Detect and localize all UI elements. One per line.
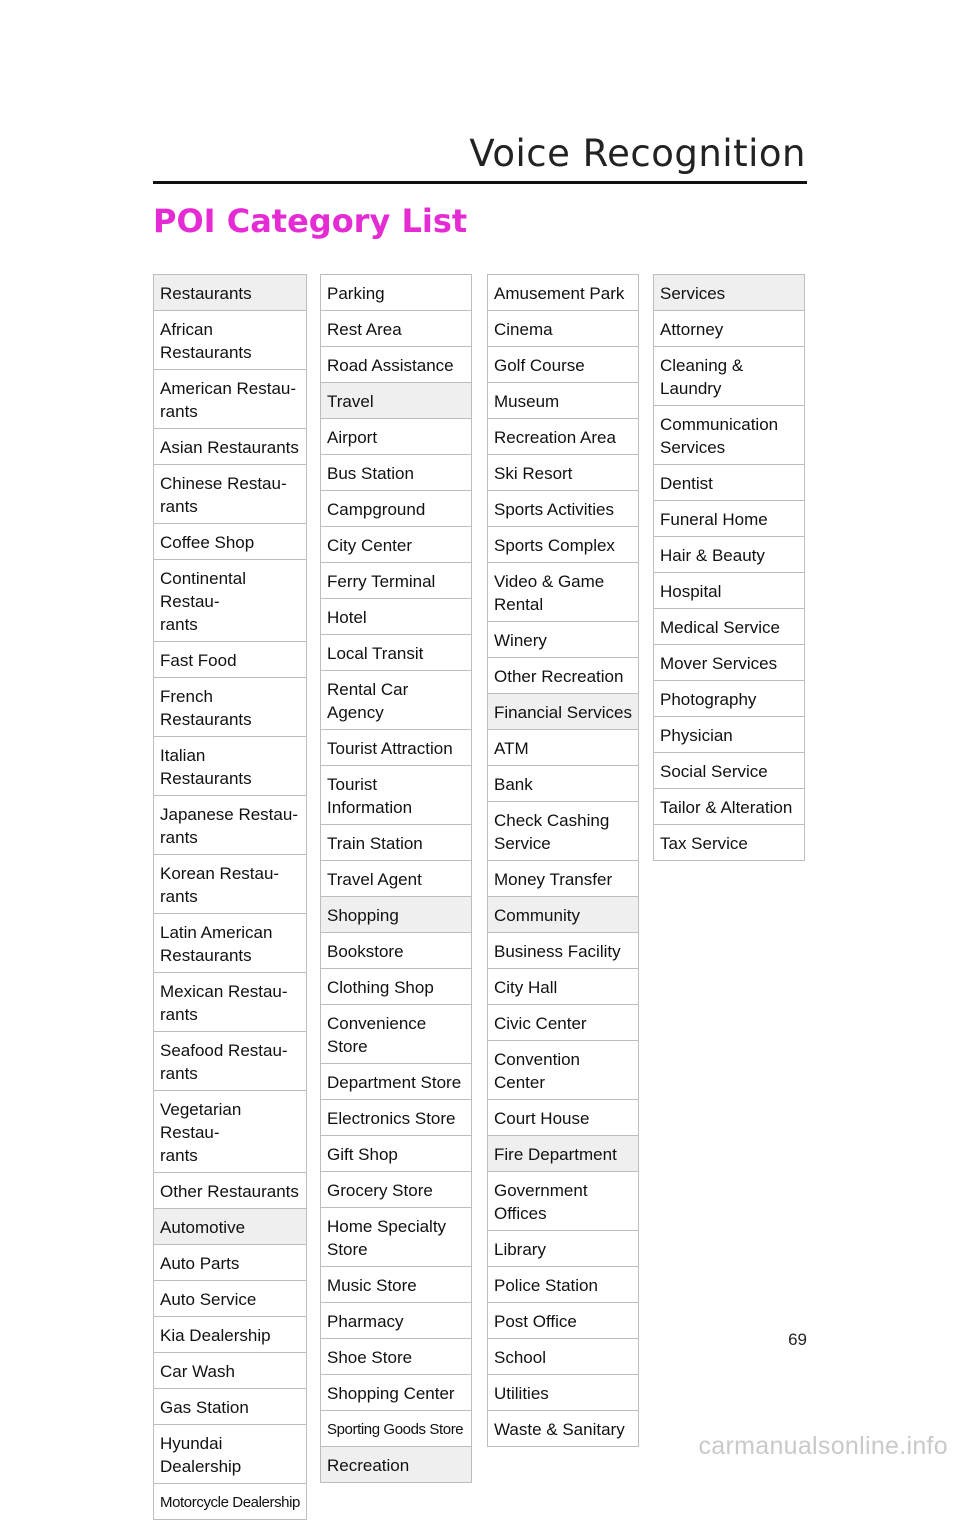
section-title: Voice Recognition xyxy=(469,132,806,175)
category-cell: Sports Activities xyxy=(487,490,639,527)
category-cell: Auto Service xyxy=(153,1280,307,1317)
category-cell: Government Offices xyxy=(487,1171,639,1231)
category-cell: Photography xyxy=(653,680,805,717)
category-cell: Ferry Terminal xyxy=(320,562,472,599)
category-header-cell: Shopping xyxy=(320,896,472,933)
category-header-cell: Recreation xyxy=(320,1446,472,1483)
category-cell: Italian Restaurants xyxy=(153,736,307,796)
category-header-cell: Restaurants xyxy=(153,274,307,311)
category-cell: Clothing Shop xyxy=(320,968,472,1005)
category-cell: Waste & Sanitary xyxy=(487,1410,639,1447)
category-cell: Asian Restaurants xyxy=(153,428,307,465)
category-cell: Social Service xyxy=(653,752,805,789)
category-cell: School xyxy=(487,1338,639,1375)
category-cell: Golf Course xyxy=(487,346,639,383)
category-cell: Music Store xyxy=(320,1266,472,1303)
header-divider xyxy=(153,181,807,184)
category-cell: Gas Station xyxy=(153,1388,307,1425)
category-cell: Motorcycle Dealership xyxy=(153,1483,307,1520)
category-header-cell: Fire Department xyxy=(487,1135,639,1172)
category-cell: Auto Parts xyxy=(153,1244,307,1281)
category-cell: Japanese Restau- rants xyxy=(153,795,307,855)
category-cell: Rest Area xyxy=(320,310,472,347)
category-cell: ATM xyxy=(487,729,639,766)
category-cell: Sports Complex xyxy=(487,526,639,563)
category-cell: Shoe Store xyxy=(320,1338,472,1375)
category-cell: Road Assistance xyxy=(320,346,472,383)
category-cell: Library xyxy=(487,1230,639,1267)
category-cell: Latin American Restaurants xyxy=(153,913,307,973)
category-cell: Business Facility xyxy=(487,932,639,969)
category-cell: African Restaurants xyxy=(153,310,307,370)
category-cell: Utilities xyxy=(487,1374,639,1411)
category-cell: Post Office xyxy=(487,1302,639,1339)
category-cell: Other Restaurants xyxy=(153,1172,307,1209)
category-cell: Hyundai Dealership xyxy=(153,1424,307,1484)
category-cell: Hotel xyxy=(320,598,472,635)
category-cell: Mover Services xyxy=(653,644,805,681)
category-cell: Convenience Store xyxy=(320,1004,472,1064)
category-cell: Physician xyxy=(653,716,805,753)
category-cell: Parking xyxy=(320,274,472,311)
category-column-4 xyxy=(653,274,805,861)
category-header-cell: Services xyxy=(653,274,805,311)
category-header-cell: Community xyxy=(487,896,639,933)
category-cell: Funeral Home xyxy=(653,500,805,537)
category-cell: Tourist Attraction xyxy=(320,729,472,766)
category-cell: Medical Service xyxy=(653,608,805,645)
category-cell: Grocery Store xyxy=(320,1171,472,1208)
category-cell: Campground xyxy=(320,490,472,527)
category-cell: Chinese Restau- rants xyxy=(153,464,307,524)
category-cell: Civic Center xyxy=(487,1004,639,1041)
category-cell: Museum xyxy=(487,382,639,419)
category-cell: Travel Agent xyxy=(320,860,472,897)
category-cell: Convention Center xyxy=(487,1040,639,1100)
category-cell: Fast Food xyxy=(153,641,307,678)
category-cell: Seafood Restau- rants xyxy=(153,1031,307,1091)
category-cell: Cinema xyxy=(487,310,639,347)
category-cell: Winery xyxy=(487,621,639,658)
category-header-cell: Financial Services xyxy=(487,693,639,730)
category-cell: French Restaurants xyxy=(153,677,307,737)
category-cell: Recreation Area xyxy=(487,418,639,455)
category-cell: Police Station xyxy=(487,1266,639,1303)
category-cell: Bookstore xyxy=(320,932,472,969)
category-cell: Train Station xyxy=(320,824,472,861)
category-cell: Shopping Center xyxy=(320,1374,472,1411)
category-cell: Hospital xyxy=(653,572,805,609)
category-column-1 xyxy=(153,274,307,1520)
category-cell: Department Store xyxy=(320,1063,472,1100)
category-cell: Money Transfer xyxy=(487,860,639,897)
category-cell: Mexican Restau- rants xyxy=(153,972,307,1032)
category-header-cell: Travel xyxy=(320,382,472,419)
category-column-3 xyxy=(487,274,639,1447)
category-cell: Amusement Park xyxy=(487,274,639,311)
page-number: 69 xyxy=(788,1330,807,1349)
category-cell: Check Cashing Service xyxy=(487,801,639,861)
category-cell: Home Specialty Store xyxy=(320,1207,472,1267)
category-column-2 xyxy=(320,274,472,1483)
category-cell: Court House xyxy=(487,1099,639,1136)
category-cell: Rental Car Agency xyxy=(320,670,472,730)
category-cell: Attorney xyxy=(653,310,805,347)
category-cell: City Hall xyxy=(487,968,639,1005)
category-cell: American Restau- rants xyxy=(153,369,307,429)
category-cell: Airport xyxy=(320,418,472,455)
category-cell: Car Wash xyxy=(153,1352,307,1389)
category-cell: Bank xyxy=(487,765,639,802)
category-cell: Local Transit xyxy=(320,634,472,671)
category-cell: Continental Restau- rants xyxy=(153,559,307,642)
category-cell: Vegetarian Restau- rants xyxy=(153,1090,307,1173)
category-cell: Tailor & Alteration xyxy=(653,788,805,825)
category-cell: Electronics Store xyxy=(320,1099,472,1136)
category-cell: Korean Restau- rants xyxy=(153,854,307,914)
category-cell: Gift Shop xyxy=(320,1135,472,1172)
category-cell: Tourist Information xyxy=(320,765,472,825)
category-header-cell: Automotive xyxy=(153,1208,307,1245)
category-cell: Ski Resort xyxy=(487,454,639,491)
category-cell: Pharmacy xyxy=(320,1302,472,1339)
page-heading: POI Category List xyxy=(153,202,468,240)
category-cell: City Center xyxy=(320,526,472,563)
watermark: carmanualsonline.info xyxy=(698,1432,948,1460)
category-cell: Sporting Goods Store xyxy=(320,1410,472,1447)
category-cell: Tax Service xyxy=(653,824,805,861)
category-cell: Other Recreation xyxy=(487,657,639,694)
category-cell: Communication Services xyxy=(653,405,805,465)
category-cell: Hair & Beauty xyxy=(653,536,805,573)
category-cell: Video & Game Rental xyxy=(487,562,639,622)
category-cell: Kia Dealership xyxy=(153,1316,307,1353)
category-cell: Coffee Shop xyxy=(153,523,307,560)
category-cell: Cleaning & Laundry xyxy=(653,346,805,406)
category-cell: Bus Station xyxy=(320,454,472,491)
category-cell: Dentist xyxy=(653,464,805,501)
